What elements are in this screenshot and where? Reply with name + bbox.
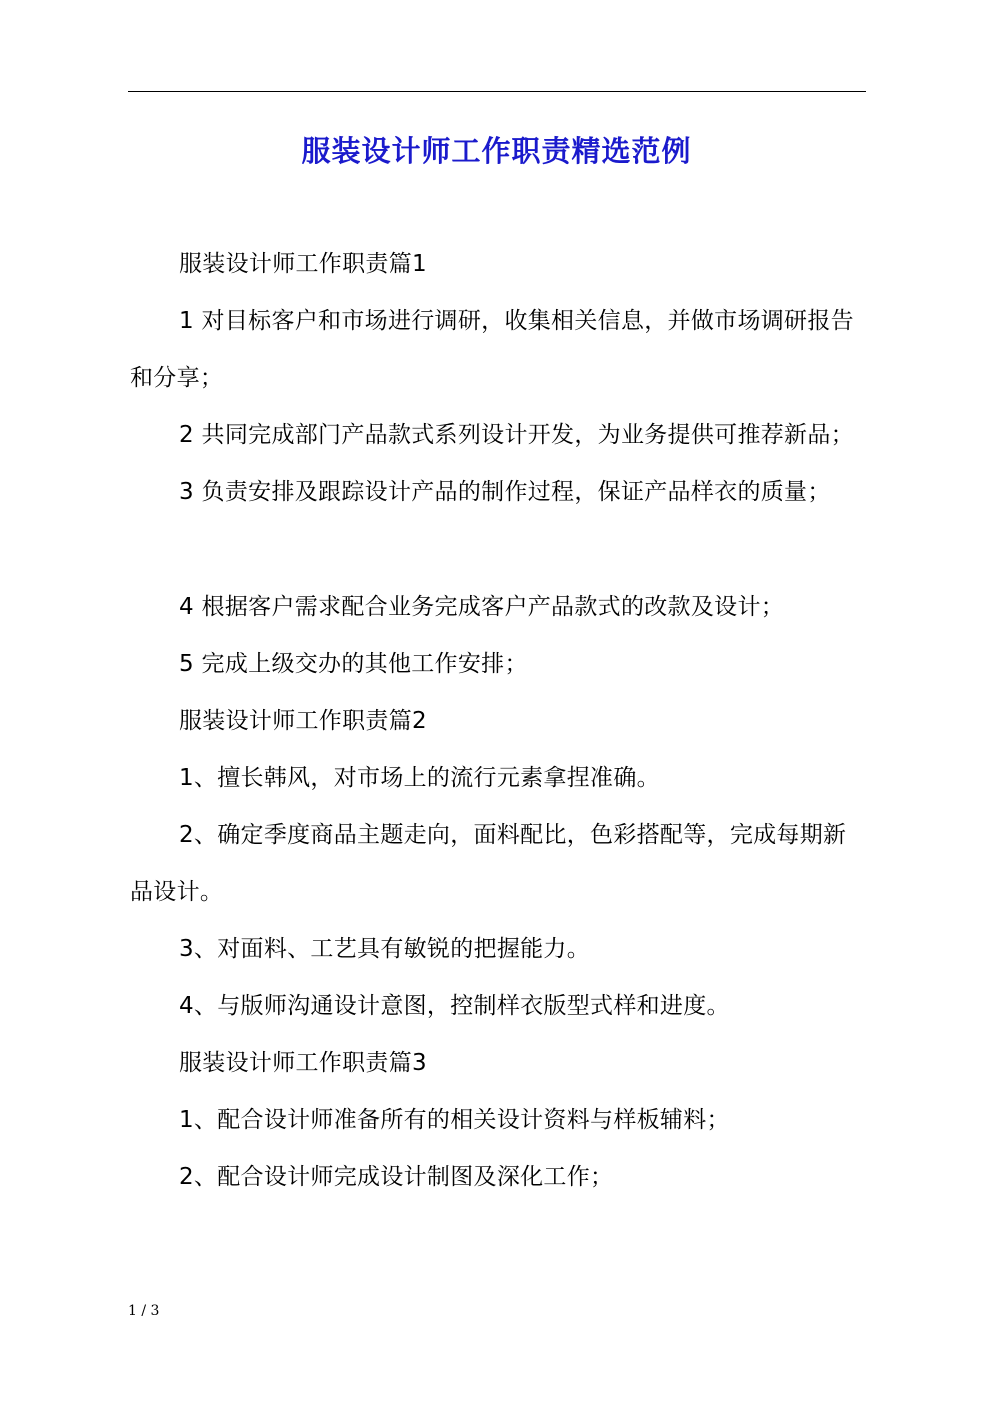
paragraph: 5 完成上级交办的其他工作安排； [179,651,528,677]
paragraph: 2 共同完成部门产品款式系列设计开发，为业务提供可推荐新品； [179,422,854,448]
header-rule [128,91,866,92]
paragraph: 1、配合设计师准备所有的相关设计资料与样板辅料； [179,1107,730,1133]
section-heading-3: 服装设计师工作职责篇3 [179,1050,427,1076]
paragraph: 2、配合设计师完成设计制图及深化工作； [179,1164,614,1190]
page-number: 1 / 3 [128,1303,160,1319]
paragraph: 4 根据客户需求配合业务完成客户产品款式的改款及设计； [179,594,785,620]
document-title: 服装设计师工作职责精选范例 [301,134,692,168]
blank-line [130,521,862,579]
paragraph: 3、对面料、工艺具有敏锐的把握能力。 [179,936,591,962]
paragraph: 3 负责安排及跟踪设计产品的制作过程，保证产品样衣的质量； [179,479,831,505]
paragraph: 2、确定季度商品主题走向，面料配比，色彩搭配等，完成每期新品设计。 [130,822,847,905]
paragraph: 1 对目标客户和市场进行调研，收集相关信息，并做市场调研报告和分享； [130,308,854,391]
section-heading-1: 服装设计师工作职责篇1 [179,251,427,277]
section-heading-2: 服装设计师工作职责篇2 [179,708,427,734]
paragraph: 1、擅长韩风，对市场上的流行元素拿捏准确。 [179,765,660,791]
document-body [130,236,862,1206]
paragraph: 4、与版师沟通设计意图，控制样衣版型式样和进度。 [179,993,730,1019]
